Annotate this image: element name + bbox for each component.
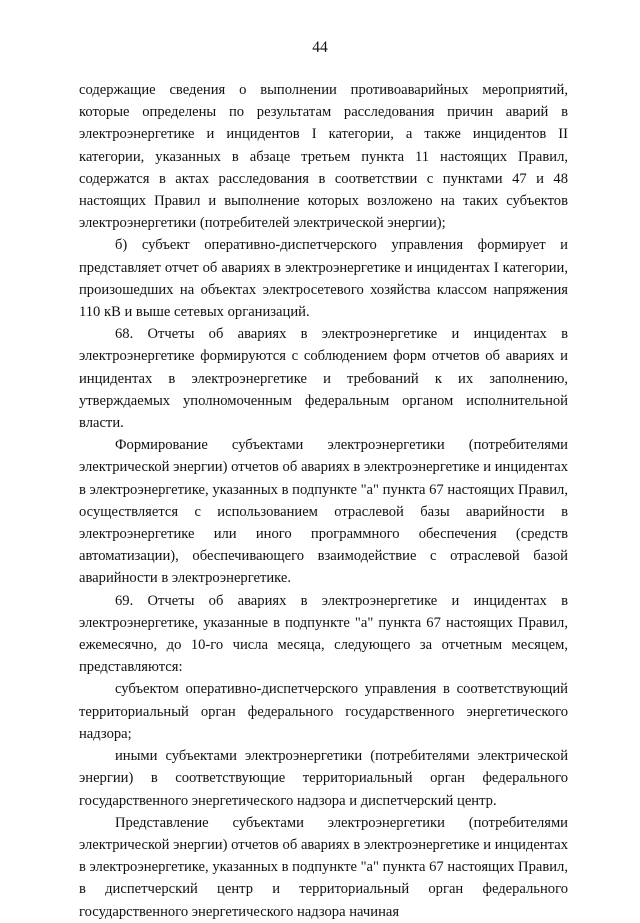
document-body [79, 79, 568, 923]
paragraph-6: субъектом оперативно-диспетчерского управления в соответствующий территориальный орган федерального государственного энергетического надзора; [79, 681, 568, 742]
paragraph-7: иными субъектами электроэнергетики (потребителями электрической энергии) в соответствующие территориальный орган федерального государственного энергетического надзора и диспетчерский центр. [79, 748, 568, 809]
paragraph-3: 68. Отчеты об авариях в электроэнергетике и инцидентах в электроэнергетике формируются с соблюдением форм отчетов об авариях и инцидентах в электроэнергетике и требований к их заполнению, утверждаемых уполномоченным федеральным органом исполнительной власти. [79, 326, 568, 432]
paragraph-2: б) субъект оперативно-диспетчерского управления формирует и представляет отчет об авариях в электроэнергетике и инцидентах I категории, произошедших на объектах электросетевого хозяйства классом напряжения 110 кВ и выше сетевых организаций. [79, 237, 568, 321]
paragraph-4: Формирование субъектами электроэнергетики (потребителями электрической энергии) отчетов об авариях в электроэнергетике и инцидентах в электроэнергетике, указанных в подпункте "а" пункта 67 настоящих Правил, осуществляется с использованием отраслевой базы аварийности в электроэнергетике или иного программного обеспечения (средств автоматизации), обеспечивающего взаимодействие с отраслевой базой аварийности в электроэнергетике. [79, 437, 568, 587]
paragraph-8: Представление субъектами электроэнергетики (потребителями электрической энергии) отчетов об авариях в электроэнергетике и инцидентах в электроэнергетике, указанных в подпункте "а" пункта 67 настоящих Правил, в диспетчерский центр и территориальный орган федерального государственного энергетического надзора начиная [79, 814, 568, 920]
paragraph-1: содержащие сведения о выполнении противоаварийных мероприятий, которые определены по результатам расследования причин аварий в электроэнергетике и инцидентов I категории, а также инцидентов II категории, указанных в абзаце третьем пункта 11 настоящих Правил, содержатся в актах расследования в соответствии с пунктами 47 и 48 настоящих Правил и выполнение которых возложено на таких субъектов электроэнергетики (потребителей электрической энергии); [79, 82, 568, 232]
paragraph-5: 69. Отчеты об авариях в электроэнергетике и инцидентах в электроэнергетике, указанные в подпункте "а" пункта 67 настоящих Правил, ежемесячно, до 10-го числа месяца, следующего за отчетным месяцем, представляются: [79, 592, 568, 676]
page-number: 44 [312, 39, 328, 56]
